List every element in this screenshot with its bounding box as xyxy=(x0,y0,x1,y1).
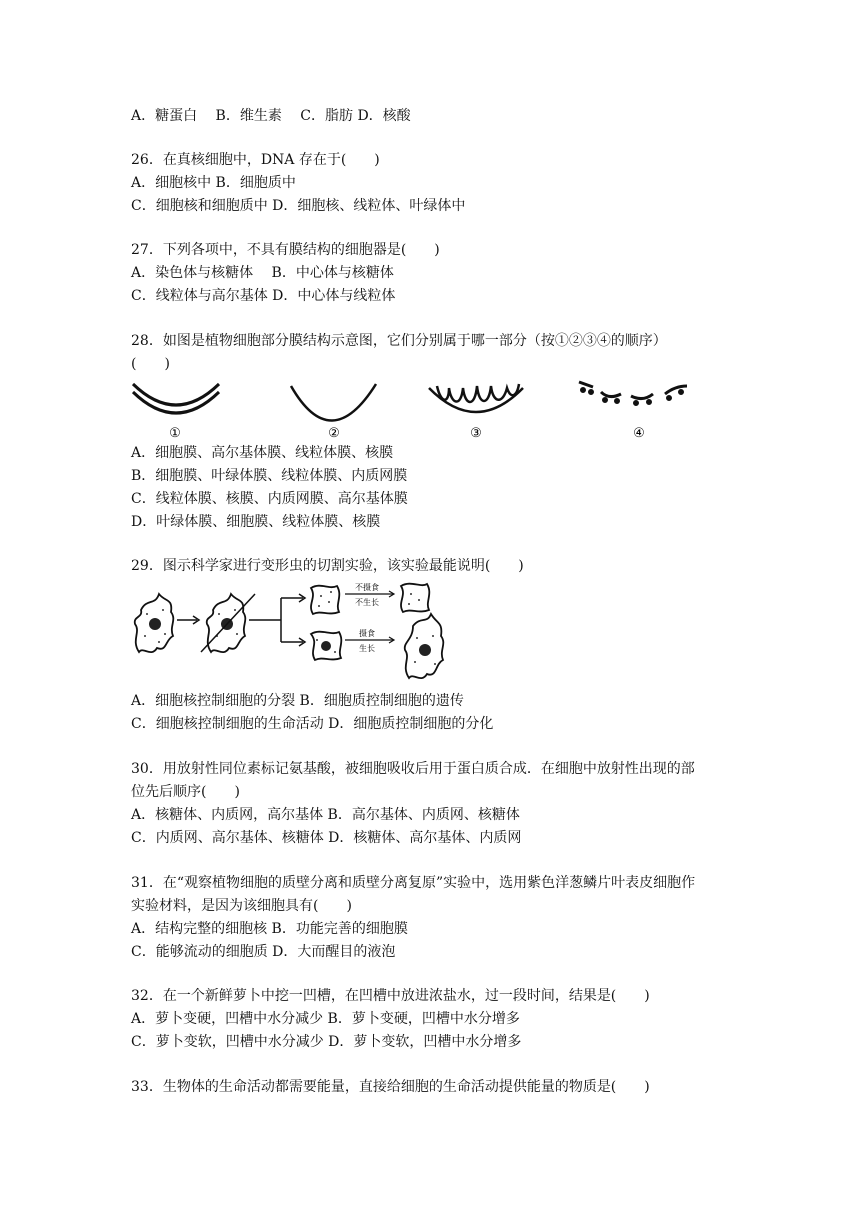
q26-stem: 26．在真核细胞中，DNA 存在于( ) xyxy=(131,152,380,168)
q27-stem: 27．下列各项中，不具有膜结构的细胞器是( ) xyxy=(131,242,440,258)
q32-stem: 32．在一个新鲜萝卜中挖一凹槽，在凹槽中放进浓盐水，过一段时间，结果是( ) xyxy=(131,988,650,1004)
amoeba-intact-icon xyxy=(135,594,174,652)
q33-stem: 33．生物体的生命活动都需要能量，直接给细胞的生命活动提供能量的物质是( ) xyxy=(131,1079,650,1095)
label-growth: 生长 xyxy=(359,644,375,653)
membrane-4-shape xyxy=(579,382,687,405)
q32-options-cd: C．萝卜变软，凹槽中水分减少 D．萝卜变软，凹槽中水分增多 xyxy=(131,1034,522,1050)
q32-options-ab: A．萝卜变硬，凹槽中水分减少 B．萝卜变硬，凹槽中水分增多 xyxy=(131,1011,520,1027)
q26-options-ab: A．细胞核中 B．细胞质中 xyxy=(131,175,296,191)
fragment-without-nucleus-result-icon xyxy=(401,584,429,612)
amoeba-cut-icon xyxy=(201,594,255,652)
label-no-feeding: 不摄食 xyxy=(355,583,379,592)
q25-options: A．糖蛋白 B．维生素 C．脂肪 D．核酸 xyxy=(131,108,411,124)
fragment-without-nucleus-icon xyxy=(311,586,339,614)
membrane-2-shape xyxy=(291,384,376,421)
q27-options-cd: C．线粒体与高尔基体 D．中心体与线粒体 xyxy=(131,288,396,304)
membrane-1-shape xyxy=(133,384,219,413)
q29-options-cd: C．细胞核控制细胞的生命活动 D．细胞质控制细胞的分化 xyxy=(131,716,494,732)
q28-stem-line2: ( ) xyxy=(131,356,170,372)
fragment-with-nucleus-result-icon xyxy=(405,614,444,678)
branch-arrows xyxy=(249,598,303,642)
q27-options-ab: A．染色体与核糖体 B．中心体与核糖体 xyxy=(131,265,394,281)
q31-stem-line2: 实验材料，是因为该细胞具有( ) xyxy=(131,898,352,914)
q30-options-cd: C．内质网、高尔基体、核糖体 D．核糖体、高尔基体、内质网 xyxy=(131,830,522,846)
membrane-2-label: ② xyxy=(328,426,340,441)
q31-options-cd: C．能够流动的细胞质 D．大而醒目的液泡 xyxy=(131,944,396,960)
q28-option-c: C．线粒体膜、核膜、内质网膜、高尔基体膜 xyxy=(131,491,408,507)
label-no-growth: 不生长 xyxy=(355,598,379,607)
label-feeding: 摄食 xyxy=(359,629,375,638)
q31-options-ab: A．结构完整的细胞核 B．功能完善的细胞膜 xyxy=(131,921,408,937)
fragment-with-nucleus-icon xyxy=(311,632,341,660)
membrane-3-label: ③ xyxy=(470,426,482,441)
q29-options-ab: A．细胞核控制细胞的分裂 B．细胞质控制细胞的遗传 xyxy=(131,693,464,709)
membrane-4-label: ④ xyxy=(633,426,645,441)
amoeba-experiment-figure xyxy=(131,580,461,688)
q28-option-a: A．细胞膜、高尔基体膜、线粒体膜、核膜 xyxy=(131,445,394,461)
q28-option-d: D．叶绿体膜、细胞膜、线粒体膜、核膜 xyxy=(131,514,381,530)
q30-stem-line2: 位先后顺序( ) xyxy=(131,784,240,800)
q31-stem-line1: 31．在“观察植物细胞的质壁分离和质壁分离复原”实验中，选用紫色洋葱鳞片叶表皮细胞作 xyxy=(131,875,696,891)
q29-stem: 29．图示科学家进行变形虫的切割实验，该实验最能说明( ) xyxy=(131,558,524,574)
q30-stem-line1: 30．用放射性同位素标记氨基酸，被细胞吸收后用于蛋白质合成．在细胞中放射性出现的部 xyxy=(131,761,695,777)
q28-option-b: B．细胞膜、叶绿体膜、线粒体膜、内质网膜 xyxy=(131,468,408,484)
q28-stem-line1: 28．如图是植物细胞部分膜结构示意图，它们分别属于哪一部分（按①②③④的顺序） xyxy=(131,333,667,349)
q30-options-ab: A．核糖体、内质网，高尔基体 B．高尔基体、内质网、核糖体 xyxy=(131,807,520,823)
membrane-1-label: ① xyxy=(169,426,181,441)
q26-options-cd: C．细胞核和细胞质中 D．细胞核、线粒体、叶绿体中 xyxy=(131,198,466,214)
membrane-structures-figure xyxy=(131,374,711,442)
membrane-3-shape xyxy=(429,384,523,412)
